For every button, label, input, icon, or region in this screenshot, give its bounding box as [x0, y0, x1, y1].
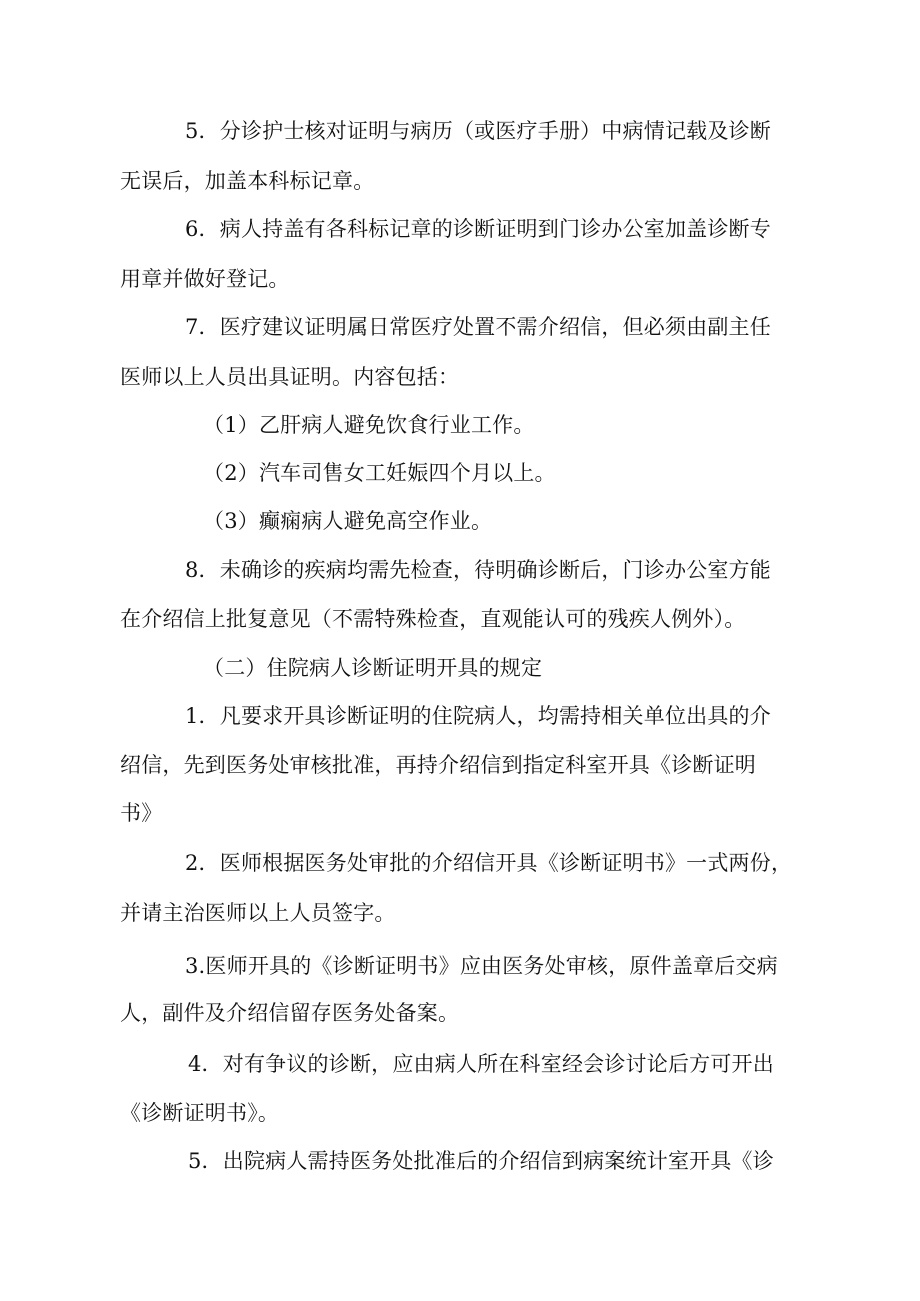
section-item-3-line-2: 人，副件及介绍信留存医务处备案。	[120, 1001, 460, 1025]
section-item-2-line-1: 2．医师根据医务处审批的介绍信开具《诊断证明书》一式两份，	[185, 851, 793, 875]
paragraph-7-line-2: 医师以上人员出具证明。内容包括：	[120, 365, 460, 389]
paragraph-8-line-2: 在介绍信上批复意见（不需特殊检查，直观能认可的残疾人例外）。	[120, 607, 746, 631]
section-item-1-line-2: 绍信，先到医务处审核批准，再持介绍信到指定科室开具《诊断证明	[120, 753, 756, 777]
paragraph-5-line-1: 5．分诊护士核对证明与病历（或医疗手册）中病情记载及诊断	[185, 119, 771, 143]
section-item-1-line-1: 1．凡要求开具诊断证明的住院病人，均需持相关单位出具的介	[185, 704, 771, 728]
section-heading: （二）住院病人诊断证明开具的规定	[203, 656, 543, 680]
section-item-1-line-3: 书》	[120, 801, 163, 825]
section-item-4-line-2: 《诊断证明书》。	[120, 1101, 280, 1125]
paragraph-5-line-2: 无误后，加盖本科标记章。	[120, 169, 375, 193]
paragraph-7-line-1: 7．医疗建议证明属日常医疗处置不需介绍信，但必须由副主任	[185, 315, 771, 339]
list-item-2: （2）汽车司售女工妊娠四个月以上。	[203, 461, 556, 485]
list-item-1: （1）乙肝病人避免饮食行业工作。	[203, 413, 535, 437]
paragraph-6-line-1: 6．病人持盖有各科标记章的诊断证明到门诊办公室加盖诊断专	[185, 217, 771, 241]
paragraph-8-line-1: 8．未确诊的疾病均需先检查，待明确诊断后，门诊办公室方能	[185, 558, 771, 582]
section-item-3-line-1: 3.医师开具的《诊断证明书》应由医务处审核，原件盖章后交病	[185, 954, 778, 978]
section-item-2-line-2: 并请主治医师以上人员签字。	[120, 901, 396, 925]
paragraph-6-line-2: 用章并做好登记。	[120, 267, 290, 291]
section-item-5-line-1: 5．出院病人需持医务处批准后的介绍信到病案统计室开具《诊	[188, 1149, 774, 1173]
list-item-3: （3）癫痫病人避免高空作业。	[203, 509, 493, 533]
section-item-4-line-1: 4．对有争议的诊断，应由病人所在科室经会诊讨论后方可开出	[188, 1052, 774, 1076]
